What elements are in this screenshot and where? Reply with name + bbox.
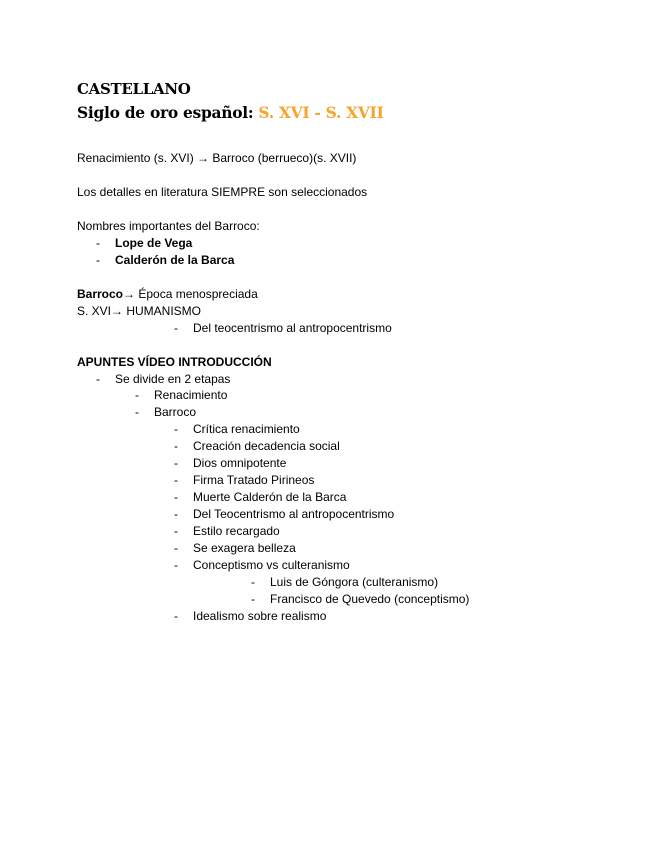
notes-heading: APUNTES VÍDEO INTRODUCCIÓN xyxy=(77,355,272,369)
list-dash: - xyxy=(174,524,178,538)
barroco-item: Estilo recargado xyxy=(193,524,280,538)
name-item-calderon: Calderón de la Barca xyxy=(115,253,235,267)
list-dash: - xyxy=(174,490,178,504)
list-dash: - xyxy=(174,507,178,521)
conceptismo-item-gongora: Luis de Góngora (culteranismo) xyxy=(270,575,439,589)
barroco-item: Conceptismo vs culteranismo xyxy=(193,558,350,572)
list-dash: - xyxy=(174,321,178,335)
list-dash: - xyxy=(96,253,100,267)
barroco-item: Creación decadencia social xyxy=(193,439,340,453)
intro-line-1: Renacimiento (s. XVI) → Barroco (berrueco)(s. XVII) xyxy=(77,151,357,165)
xvi-subitem: Del teocentrismo al antropocentrismo xyxy=(193,321,392,335)
list-dash: - xyxy=(174,422,178,436)
barroco-item: Dios omnipotente xyxy=(193,456,287,470)
barroco-item: Firma Tratado Pirineos xyxy=(193,473,315,487)
list-dash: - xyxy=(174,473,178,487)
list-dash: - xyxy=(251,575,255,589)
barroco-item: Del Teocentrismo al antropocentrismo xyxy=(193,507,395,521)
list-dash: - xyxy=(96,372,100,386)
list-dash: - xyxy=(174,609,178,623)
subtitle-accent: S. XVI - S. XVII xyxy=(258,103,384,122)
list-dash: - xyxy=(251,592,255,606)
notes-level1-item: Se divide en 2 etapas xyxy=(115,372,231,386)
list-dash: - xyxy=(174,558,178,572)
list-dash: - xyxy=(96,236,100,250)
conceptismo-item-quevedo: Francisco de Quevedo (conceptismo) xyxy=(270,592,470,606)
document-title: CASTELLANO xyxy=(77,80,191,98)
name-item-lope: Lope de Vega xyxy=(115,236,193,250)
barroco-description: → Época menospreciada xyxy=(123,287,258,301)
barroco-label: Barroco xyxy=(77,287,124,301)
subtitle-main: Siglo de oro español: xyxy=(77,103,254,122)
barroco-item-last: Idealismo sobre realismo xyxy=(193,609,327,623)
intro-line-2: Los detalles en literatura SIEMPRE son seleccionados xyxy=(77,185,368,199)
barroco-item: Muerte Calderón de la Barca xyxy=(193,490,347,504)
list-dash: - xyxy=(174,456,178,470)
barroco-item: Se exagera belleza xyxy=(193,541,296,555)
list-dash: - xyxy=(135,388,139,402)
names-heading: Nombres importantes del Barroco: xyxy=(77,219,260,233)
list-dash: - xyxy=(174,439,178,453)
list-dash: - xyxy=(174,541,178,555)
xvi-line: S. XVI→ HUMANISMO xyxy=(77,304,202,318)
list-dash: - xyxy=(135,405,139,419)
document-subtitle xyxy=(77,102,384,124)
barroco-line xyxy=(77,287,258,302)
stage-item-renacimiento: Renacimiento xyxy=(154,388,228,402)
stage-item-barroco: Barroco xyxy=(154,405,197,419)
barroco-item: Crítica renacimiento xyxy=(193,422,300,436)
